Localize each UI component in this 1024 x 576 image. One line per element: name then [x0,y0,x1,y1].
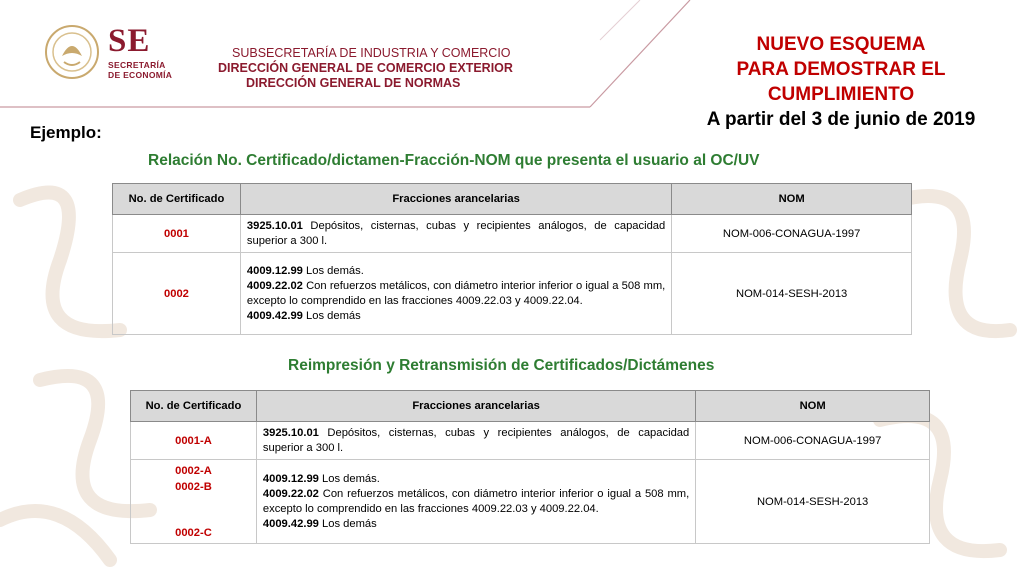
brand-mark: SE [108,23,151,59]
tariff-fractions [256,422,695,460]
tariff-code: 4009.12.99 [262,472,319,485]
col-header: Fracciones arancelarias [256,391,695,422]
coat-of-arms-icon [44,22,100,82]
col-header: No. de Certificado [113,184,241,215]
title-line2: PARA DEMOSTRAR EL [736,59,946,80]
certificate-number: 0001 [113,215,241,253]
slide-title [676,32,1006,132]
col-header: NOM [696,391,930,422]
brand-sub-line1: SECRETARÍA [108,60,166,70]
certificate-number: 0002-A [175,464,212,477]
title-line1: NUEVO ESQUEMA [756,34,926,55]
table-row [113,253,912,335]
col-header: NOM [672,184,912,215]
reprint-table [130,390,930,544]
header-line2: DIRECCIÓN GENERAL DE COMERCIO EXTERIOR [218,61,513,75]
tariff-code: 4009.42.99 [246,309,303,322]
tariff-code: 4009.22.02 [262,487,319,500]
certificate-number: 0002 [113,253,241,335]
nom-value: NOM-006-CONAGUA-1997 [696,422,930,460]
col-header: Fracciones arancelarias [240,184,671,215]
brand-subtitle [108,60,172,80]
tariff-description: Depósitos, cisternas, cubas y recipientes análogos, de capacidad superior a 300 l. [246,219,666,247]
table-header-row [113,184,912,215]
tariff-fractions [240,215,671,253]
table-row [131,460,930,544]
table-row [113,215,912,253]
header-line1: SUBSECRETARÍA DE INDUSTRIA Y COMERCIO [232,46,511,60]
title-line3: CUMPLIMIENTO [767,84,915,105]
nom-value: NOM-014-SESH-2013 [696,460,930,544]
se-logo [44,22,204,84]
tariff-description: Con refuerzos metálicos, con diámetro interior inferior o igual a 508 mm, excepto lo comprendido en las fracciones 4009.22.03 y 4009.22.04. [246,279,666,307]
tariff-description: Los demás [318,517,377,530]
col-header: No. de Certificado [131,391,257,422]
certificate-number: 0002-B [175,480,212,493]
table-header-row [131,391,930,422]
title-date: A partir del 3 de junio de 2019 [706,109,976,130]
certificate-table [112,183,912,335]
certificate-numbers [131,460,257,544]
nom-value: NOM-006-CONAGUA-1997 [672,215,912,253]
tariff-fractions [240,253,671,335]
tariff-code: 4009.12.99 [246,264,303,277]
tariff-code: 4009.42.99 [262,517,319,530]
tariff-code: 4009.22.02 [246,279,303,292]
certificate-number: 0001-A [131,422,257,460]
section2-subtitle: Reimpresión y Retransmisión de Certificados/Dictámenes [288,357,715,374]
nom-value: NOM-014-SESH-2013 [672,253,912,335]
example-label: Ejemplo: [30,123,102,142]
tariff-description: Los demás. [302,264,364,277]
section1-subtitle: Relación No. Certificado/dictamen-Fracción-NOM que presenta el usuario al OC/UV [148,152,760,169]
tariff-description: Con refuerzos metálicos, con diámetro interior inferior o igual a 508 mm, excepto lo comprendido en las fracciones 4009.22.03 y 4009.22.04. [262,487,690,515]
certificate-number: 0002-C [175,526,212,539]
brand-sub-line2: DE ECONOMÍA [108,70,173,80]
tariff-description: Los demás [302,309,361,322]
tariff-fractions [256,460,695,544]
table-row [131,422,930,460]
header-line3: DIRECCIÓN GENERAL DE NORMAS [246,76,461,90]
tariff-description: Los demás. [318,472,380,485]
tariff-code: 3925.10.01 [246,219,303,232]
tariff-description: Depósitos, cisternas, cubas y recipientes análogos, de capacidad superior a 300 l. [262,426,690,454]
tariff-code: 3925.10.01 [262,426,319,439]
